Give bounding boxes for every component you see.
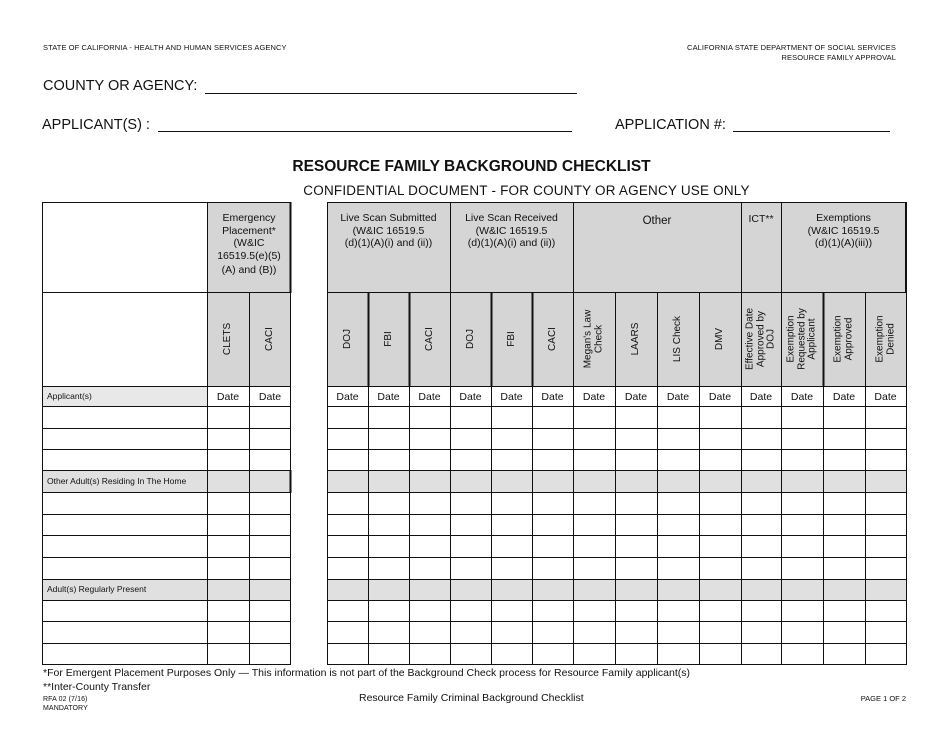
column-header (506, 331, 517, 347)
column-header (673, 316, 684, 362)
department-name: CALIFORNIA STATE DEPARTMENT OF SOCIAL SERVICES (687, 43, 896, 52)
section-applicants: Applicant(s) (47, 391, 92, 401)
column-header (875, 315, 896, 362)
mandatory-label: MANDATORY (43, 704, 88, 712)
group-header-line: Live Scan Submitted (340, 212, 437, 224)
column-header (465, 329, 476, 349)
column-header-line: Effective Date (744, 307, 756, 371)
application-number-label: APPLICATION #: (615, 117, 726, 133)
column-header (834, 315, 855, 362)
column-header-line: Denied (884, 323, 896, 355)
column-header (223, 323, 234, 355)
program-name: RESOURCE FAMILY APPROVAL (781, 53, 896, 62)
group-header-line: Placement* (222, 224, 276, 237)
date-column-label: Date (666, 391, 690, 403)
column-header-line: LAARS (629, 322, 641, 356)
group-header-line: (A) and (B)) (221, 264, 277, 276)
column-header-line: FBI (382, 331, 394, 347)
date-column-label: Date (258, 391, 282, 403)
date-column-label: Date (832, 391, 856, 403)
emergency-placement-header (207, 212, 291, 277)
group-header-line: 16519.5(e)(5) (217, 249, 281, 262)
county-label: COUNTY OR AGENCY: (43, 78, 198, 94)
section-other-adults: Other Adult(s) Residing In The Home (47, 476, 187, 486)
date-column-label: Date (790, 391, 814, 403)
form-id-block (43, 696, 88, 713)
date-column-label: Date (377, 391, 400, 403)
column-header-line: CACI (546, 327, 558, 351)
footer-title: Resource Family Criminal Background Checklist (359, 692, 584, 704)
date-column-label: Date (418, 391, 441, 403)
group-header-line: (d)(1)(A)(iii)) (814, 237, 873, 249)
live-scan-submitted-header (327, 212, 450, 250)
footnote-emergent: *For Emergent Placement Purposes Only — This information is not part of the Background Check process for Resource Family applicant(s) (43, 667, 691, 679)
date-column-label: Date (708, 391, 732, 403)
group-header-line: (d)(1)(A)(i) and (ii)) (467, 237, 556, 249)
column-header (342, 329, 353, 349)
agency-header: STATE OF CALIFORNIA - HEALTH AND HUMAN SERVICES AGENCY (43, 43, 287, 52)
column-header-line: Approved (843, 317, 854, 361)
column-header-line: Megan's Law (582, 309, 594, 369)
column-header-line: DOJ (464, 329, 476, 349)
date-column-label: Date (500, 391, 523, 403)
column-header-line: DOJ (765, 329, 777, 350)
column-header (786, 308, 818, 370)
group-header-line: (W&IC 16519.5 (807, 224, 880, 237)
column-header (547, 327, 558, 351)
column-header-line: CACI (423, 327, 435, 351)
live-scan-received-header (450, 212, 573, 250)
column-header-line: Applicant (806, 318, 818, 360)
exemptions-header (781, 212, 906, 250)
group-header-line: (d)(1)(A)(i) and (ii)) (344, 237, 433, 249)
column-header (265, 327, 276, 351)
form-subtitle: CONFIDENTIAL DOCUMENT - FOR COUNTY OR AGENCY USE ONLY (303, 183, 750, 198)
date-column-label: Date (541, 391, 564, 403)
column-header-line: CLETS (221, 322, 233, 356)
date-column-label: Date (624, 391, 648, 403)
date-column-label: Date (216, 391, 240, 403)
column-header-line: Exemption (785, 315, 797, 363)
ict-header: ICT** (748, 213, 774, 225)
column-header (715, 328, 726, 350)
column-header (383, 331, 394, 347)
column-header-line: DOJ (341, 329, 353, 349)
footnote-ict: **Inter-County Transfer (43, 681, 151, 693)
column-header (584, 310, 605, 369)
group-header-line: (W&IC 16519.5 (352, 224, 425, 237)
date-column-label: Date (459, 391, 482, 403)
column-header-line: DMV (713, 327, 725, 351)
applicants-label: APPLICANT(S) : (42, 117, 150, 133)
group-header-line: (W&IC 16519.5 (475, 224, 548, 237)
column-header-line: LIS Check (671, 315, 683, 363)
group-header-line: Emergency (222, 212, 276, 224)
form-title: RESOURCE FAMILY BACKGROUND CHECKLIST (292, 158, 651, 175)
group-header-line: (W&IC (233, 237, 265, 249)
column-header (424, 327, 435, 351)
column-header (631, 323, 642, 356)
column-header-line: FBI (505, 331, 517, 347)
date-column-label: Date (582, 391, 606, 403)
other-header: Other (642, 215, 672, 227)
column-header-line: CACI (263, 327, 275, 351)
section-regular-adults: Adult(s) Regularly Present (47, 584, 147, 594)
page-number: PAGE 1 OF 2 (860, 694, 906, 703)
column-header-line: Exemption (832, 315, 844, 363)
group-header-line: Exemptions (816, 212, 871, 224)
column-header-line: Check (593, 324, 604, 354)
column-header-line: Requested by (795, 308, 807, 370)
column-header-line: Approved by (754, 310, 766, 368)
column-header-line: Exemption (874, 315, 885, 363)
date-column-label: Date (336, 391, 359, 403)
group-header-line: Live Scan Received (465, 212, 558, 224)
column-header (745, 308, 777, 370)
form-id: RFA 02 (7/16) (43, 696, 88, 703)
date-column-label: Date (749, 391, 773, 403)
date-column-label: Date (874, 391, 897, 403)
